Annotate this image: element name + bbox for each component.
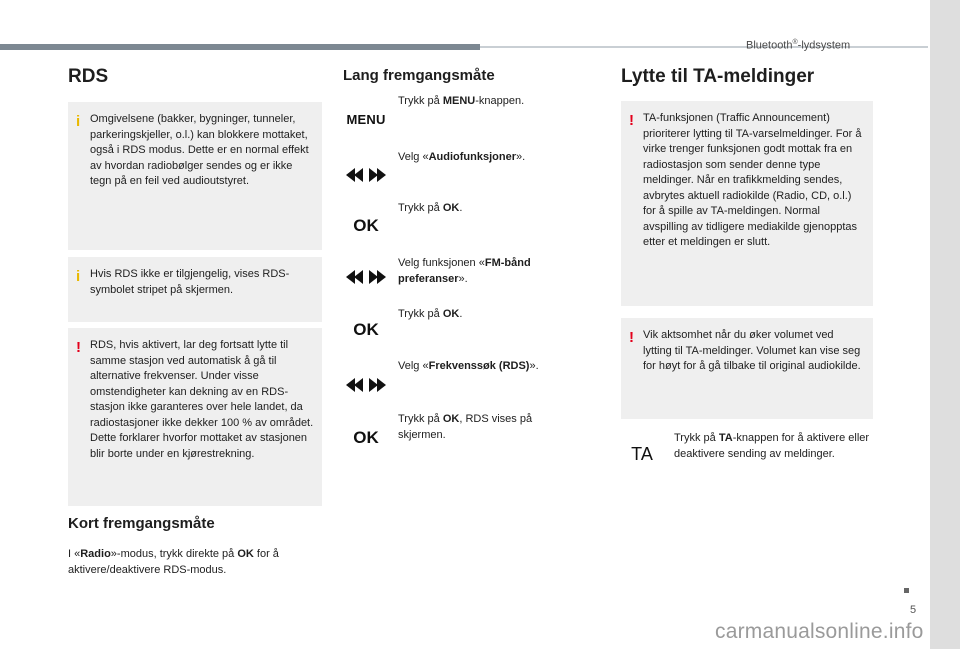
info-icon: i — [76, 113, 81, 130]
step-text: Velg «Frekvenssøk (RDS)». — [398, 360, 539, 372]
ta-warning-note-1 — [621, 101, 873, 306]
note-text: Hvis RDS ikke er tilgjengelig, vises RDS-symbolet stripet på skjermen. — [90, 268, 290, 296]
step-text: Velg funksjonen «FM-bånd preferanser». — [398, 257, 531, 285]
ok-button: OK — [353, 320, 379, 339]
section-header: Bluetooth®-lydsystem — [746, 39, 851, 52]
step-text: Trykk på OK, RDS vises på skjermen. — [398, 413, 533, 441]
rds-title: RDS — [68, 66, 109, 87]
step-text: Trykk på MENU-knappen. — [398, 95, 525, 107]
header-rule-light — [480, 46, 928, 48]
rds-info-note-1 — [68, 102, 322, 250]
header-rule-dark — [0, 44, 480, 50]
ok-button: OK — [353, 216, 379, 235]
page-marker — [904, 588, 909, 593]
arrows-icon — [343, 378, 389, 392]
ta-button: TA — [631, 444, 653, 464]
ta-warning-note-2 — [621, 318, 873, 419]
watermark: carmanualsonline.info — [715, 620, 924, 643]
lang-title: Lang fremgangsmåte — [343, 67, 495, 84]
warning-icon: ! — [629, 112, 634, 129]
arrows-icon — [343, 270, 389, 284]
rds-warning-note — [68, 328, 322, 506]
step-text: Trykk på OK. — [398, 202, 463, 214]
step-text: Trykk på OK. — [398, 308, 463, 320]
page-number: 5 — [910, 604, 917, 616]
note-text: TA-funksjonen (Traffic Announcement) prioriterer lytting til TA-varselmeldinger. For å virke trenger funksjonen godt mottak fra en radiostasjon som sender denne type meldinger. Når en trafikkmelding sendes, avbrytes aktuell radiokilde (Radio, CD, o.l.) for å spille av TA-meldingen. Normal avspilling av tidligere mediakilde gjenopptas etter et meldingen er slutt. — [643, 112, 862, 248]
note-text: Vik aktsomhet når du øker volumet ved lytting til TA-meldinger. Volumet kan vise seg for høyt for å gå tilbake til original audiokilde. — [643, 329, 861, 372]
kort-text: I «Radio»-modus, trykk direkte på OK for å aktivere/deaktivere RDS-modus. — [68, 548, 279, 576]
note-text: Omgivelsene (bakker, bygninger, tunneler, parkeringskjeller, o.l.) kan blokkere mottaket, også i RDS modus. Dette er en normal effekt av hvordan radiobølger sendes og er ikke tegn på en feil ved audioutstyret. — [90, 113, 309, 187]
step-text: Velg «Audiofunksjoner». — [398, 151, 526, 163]
warning-icon: ! — [629, 329, 634, 346]
ta-title: Lytte til TA-meldinger — [621, 66, 815, 87]
rds-info-note-2 — [68, 257, 322, 322]
warning-icon: ! — [76, 339, 81, 356]
kort-title: Kort fremgangsmåte — [68, 515, 215, 532]
info-icon: i — [76, 268, 81, 285]
arrows-icon — [343, 168, 389, 182]
menu-button: MENU — [346, 112, 386, 127]
ok-button: OK — [353, 428, 379, 447]
note-text: RDS, hvis aktivert, lar deg fortsatt lytte til samme stasjon ved automatisk å gå til alternative frekvenser. Under visse omstendigheter kan dekning av en RDS-stasjon ikke garanteres over hele landet, da radiostasjoner ikke dekker 100 % av området. Dette forklarer hvorfor mottaket av stasjonen blir borte under en kjørestrekning. — [90, 339, 314, 460]
page-sidebar — [930, 0, 960, 649]
ta-text: Trykk på TA-knappen for å aktivere eller deaktivere sending av meldinger. — [674, 432, 870, 460]
